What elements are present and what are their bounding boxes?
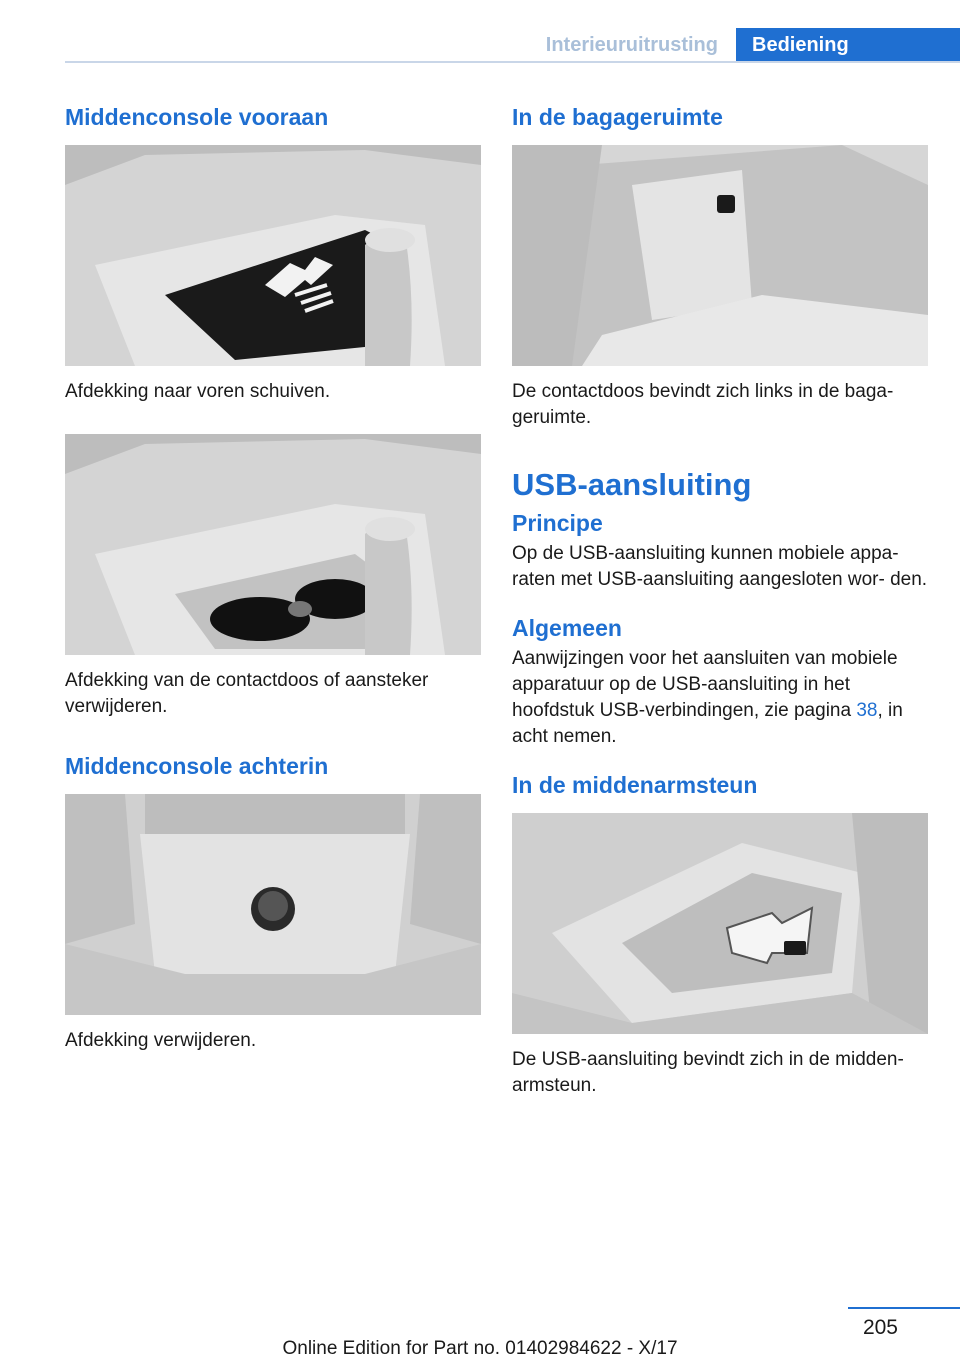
image-front-console-slide: [65, 145, 481, 366]
page-number-rule: [848, 1307, 960, 1309]
image-armrest-usb: [512, 813, 928, 1034]
footer-edition: Online Edition for Part no. 01402984622 - X/17: [282, 1338, 678, 1359]
page-link-38[interactable]: 38: [856, 700, 878, 721]
text-algemeen-before: Aanwijzingen voor het aansluiten van mobiele apparatuur op de USB-aansluiting in het hoofdstuk USB-verbindingen, zie pagina: [512, 648, 898, 721]
heading-luggage-compartment: In de bagageruimte: [512, 104, 723, 130]
left-column: [65, 100, 481, 1054]
heading-rear-console: Middenconsole achterin: [65, 753, 329, 779]
image-luggage-compartment: [512, 145, 928, 366]
caption-usb-armrest: De USB-aansluiting bevindt zich in de midden‐ armsteun.: [512, 1049, 904, 1096]
page-number: 205: [862, 1316, 898, 1339]
text-algemeen-after: , in acht nemen.: [512, 700, 903, 747]
caption-remove-cover: Afdekking verwijderen.: [65, 1030, 257, 1051]
image-front-console-socket: [65, 434, 481, 655]
caption-slide-cover: Afdekking naar voren schuiven.: [65, 381, 331, 402]
section-title-usb: USB-aansluiting: [512, 467, 752, 502]
image-rear-console: [65, 794, 481, 1015]
caption-remove-cover-socket: Afdekking van de contactdoos of aansteker verwijderen.: [65, 670, 429, 717]
caption-socket-luggage: De contactdoos bevindt zich links in de baga‐ geruimte.: [512, 381, 894, 428]
heading-principe: Principe: [512, 510, 603, 536]
header-tabs: [546, 28, 960, 62]
heading-algemeen: Algemeen: [512, 615, 622, 641]
tab-chapter[interactable]: Bediening: [736, 28, 960, 62]
text-principe: Op de USB-aansluiting kunnen mobiele appa‐ raten met USB-aansluiting aangesloten wor‐ den.: [512, 543, 928, 590]
heading-armrest: In de middenarmsteun: [512, 772, 758, 798]
text-algemeen: [512, 646, 928, 750]
header-rule: [65, 61, 960, 63]
tab-section[interactable]: Interieuruitrusting: [545, 34, 718, 56]
right-column: [512, 100, 928, 1099]
heading-front-console: Middenconsole vooraan: [65, 104, 329, 130]
